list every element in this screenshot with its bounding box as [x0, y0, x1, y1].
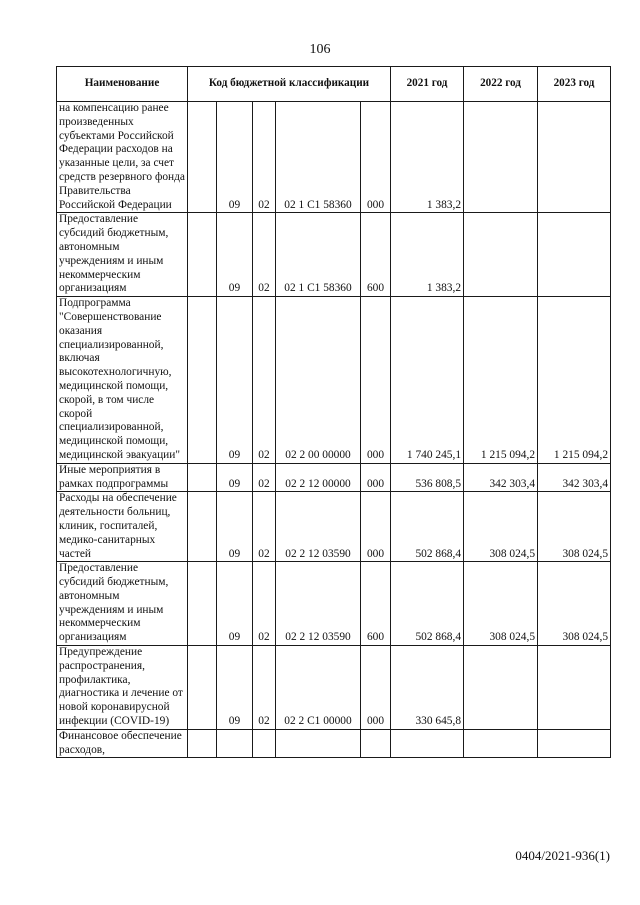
value-2021: 1 740 245,1 [391, 297, 464, 464]
target-code: 02 2 12 00000 [276, 463, 361, 492]
section-code: 09 [217, 492, 253, 562]
target-code: 02 2 12 03590 [276, 562, 361, 646]
subsection-code: 02 [253, 562, 276, 646]
subsection-code: 02 [253, 213, 276, 297]
header-2021: 2021 год [391, 67, 464, 102]
table-row [57, 492, 611, 562]
header-budget-code: Код бюджетной классификации [188, 67, 391, 102]
value-2022 [464, 646, 538, 730]
target-code: 02 2 С1 00000 [276, 646, 361, 730]
header-name: Наименование [57, 67, 188, 102]
table-row [57, 646, 611, 730]
section-code: 09 [217, 562, 253, 646]
spacer-cell [188, 297, 217, 464]
value-2023: 308 024,5 [538, 492, 611, 562]
header-2022: 2022 год [464, 67, 538, 102]
header-2023: 2023 год [538, 67, 611, 102]
value-2022: 308 024,5 [464, 492, 538, 562]
row-name: Предоставление субсидий бюджетным, автономным учреждениям и иным некоммерческим организациям [57, 213, 188, 297]
value-2021: 502 868,4 [391, 492, 464, 562]
spacer-cell [188, 102, 217, 213]
row-name: Иные мероприятия в рамках подпрограммы [57, 463, 188, 492]
expense-type-code: 000 [361, 646, 391, 730]
value-2022: 342 303,4 [464, 463, 538, 492]
table-row [57, 463, 611, 492]
subsection-code [253, 729, 276, 758]
page-number: 106 [309, 42, 331, 57]
subsection-code: 02 [253, 297, 276, 464]
section-code [217, 729, 253, 758]
section-code: 09 [217, 297, 253, 464]
value-2023 [538, 729, 611, 758]
row-name: на компенсацию ранее произведенных субъектами Российской Федерации расходов на указанные цели, за счет средств резервного фонда Правительства Российской Федерации [57, 102, 188, 213]
expense-type-code: 000 [361, 297, 391, 464]
value-2023: 1 215 094,2 [538, 297, 611, 464]
value-2023 [538, 213, 611, 297]
value-2021: 502 868,4 [391, 562, 464, 646]
target-code: 02 1 С1 58360 [276, 213, 361, 297]
expense-type-code [361, 729, 391, 758]
value-2022 [464, 102, 538, 213]
value-2023: 308 024,5 [538, 562, 611, 646]
row-name: Предоставление субсидий бюджетным, автономным учреждениям и иным некоммерческим организациям [57, 562, 188, 646]
section-code: 09 [217, 646, 253, 730]
section-code: 09 [217, 463, 253, 492]
value-2023 [538, 646, 611, 730]
table-row [57, 102, 611, 213]
value-2021: 1 383,2 [391, 213, 464, 297]
value-2022 [464, 729, 538, 758]
target-code: 02 1 С1 58360 [276, 102, 361, 213]
target-code: 02 2 12 03590 [276, 492, 361, 562]
target-code: 02 2 00 00000 [276, 297, 361, 464]
spacer-cell [188, 492, 217, 562]
expense-type-code: 000 [361, 492, 391, 562]
table-row [57, 562, 611, 646]
value-2023: 342 303,4 [538, 463, 611, 492]
row-name: Предупреждение распространения, профилактика, диагностика и лечение от новой коронавирусной инфекции (COVID-19) [57, 646, 188, 730]
value-2021: 330 645,8 [391, 646, 464, 730]
subsection-code: 02 [253, 492, 276, 562]
spacer-cell [188, 646, 217, 730]
value-2021 [391, 729, 464, 758]
table-row [57, 729, 611, 758]
spacer-cell [188, 213, 217, 297]
spacer-cell [188, 562, 217, 646]
spacer-cell [188, 729, 217, 758]
expense-type-code: 000 [361, 463, 391, 492]
subsection-code: 02 [253, 463, 276, 492]
value-2021: 1 383,2 [391, 102, 464, 213]
budget-table [56, 66, 611, 758]
section-code: 09 [217, 102, 253, 213]
expense-type-code: 600 [361, 213, 391, 297]
row-name: Расходы на обеспечение деятельности больниц, клиник, госпиталей, медико-санитарных частей [57, 492, 188, 562]
row-name: Подпрограмма "Совершенствование оказания специализированной, включая высокотехнологичную, медицинской помощи, скорой, в том числе скорой специализированной, медицинской помощи, медицинской эвакуации" [57, 297, 188, 464]
document-code: 0404/2021-936(1) [515, 848, 610, 863]
expense-type-code: 000 [361, 102, 391, 213]
target-code [276, 729, 361, 758]
expense-type-code: 600 [361, 562, 391, 646]
subsection-code: 02 [253, 646, 276, 730]
value-2021: 536 808,5 [391, 463, 464, 492]
value-2023 [538, 102, 611, 213]
subsection-code: 02 [253, 102, 276, 213]
spacer-cell [188, 463, 217, 492]
value-2022: 308 024,5 [464, 562, 538, 646]
table-row [57, 297, 611, 464]
section-code: 09 [217, 213, 253, 297]
value-2022 [464, 213, 538, 297]
table-header-row [57, 67, 611, 102]
value-2022: 1 215 094,2 [464, 297, 538, 464]
table-row [57, 213, 611, 297]
row-name: Финансовое обеспечение расходов, [57, 729, 188, 758]
